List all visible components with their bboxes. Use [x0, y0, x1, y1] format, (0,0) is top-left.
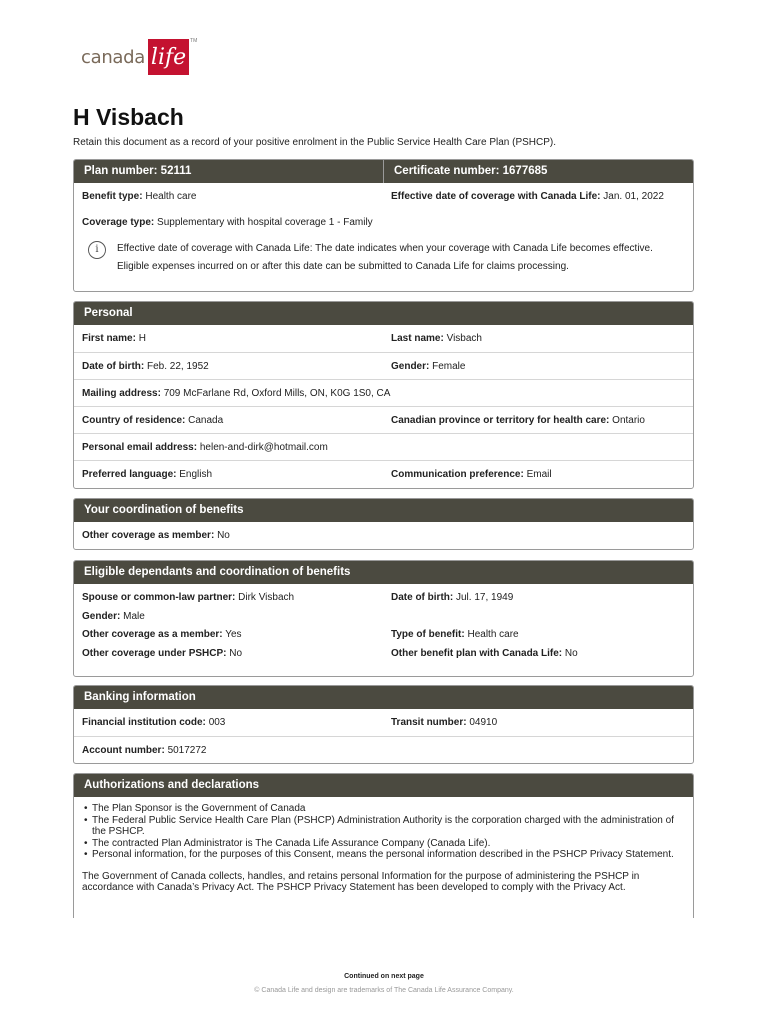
spouse-gender-value: Male — [123, 610, 145, 622]
address-value: 709 McFarlane Rd, Oxford Mills, ON, K0G 1S0, CA — [163, 387, 391, 399]
institution-code-label: Financial institution code: — [82, 717, 206, 728]
email-value: helen-and-dirk@hotmail.com — [199, 441, 328, 453]
banking-row-account — [74, 736, 693, 763]
list-item: • Personal information, for the purposes of this Consent, means the personal information described in the PSHCP Privacy Statement. — [86, 849, 683, 861]
member-name: H Visbach — [73, 104, 184, 130]
first-name-value: H — [138, 333, 146, 344]
coverage-note — [88, 240, 683, 276]
spouse-other-member-value: Yes — [225, 628, 242, 640]
email-label: Personal email address: — [82, 441, 198, 453]
personal-section — [73, 301, 694, 489]
plan-number: Plan number: 52111 — [74, 160, 384, 183]
address-label: Mailing address: — [82, 387, 161, 399]
institution-code-value: 003 — [208, 717, 226, 728]
spouse-other-pshcp-label: Other coverage under PSHCP: — [82, 647, 227, 659]
list-item: • The Federal Public Service Health Care Plan (PSHCP) Administration Authority is the corporation charged with the administration of the PSHCP. — [86, 815, 683, 838]
coordination-section — [73, 498, 694, 550]
spouse-other-plan-label: Other benefit plan with Canada Life: — [391, 647, 563, 659]
info-icon: i — [88, 241, 106, 259]
transit-number-value: 04910 — [469, 717, 498, 728]
coordination-row — [74, 522, 693, 549]
spouse-benefit-type-label: Type of benefit: — [391, 628, 465, 640]
coverage-type-value: Supplementary with hospital coverage 1 - Family — [157, 217, 373, 228]
spouse-gender-label: Gender: — [82, 610, 121, 622]
communication-value: Email — [526, 468, 552, 480]
personal-row-email — [74, 433, 693, 460]
country-value: Canada — [188, 414, 224, 426]
dependants-row-member — [74, 622, 693, 646]
coordination-header: Your coordination of benefits — [74, 499, 693, 522]
communication-label: Communication preference: — [391, 468, 524, 480]
dependants-header: Eligible dependants and coordination of benefits — [74, 561, 693, 584]
language-label: Preferred language: — [82, 468, 177, 480]
dependants-section — [73, 560, 694, 677]
list-item: • The contracted Plan Administrator is The Canada Life Assurance Company (Canada Life). — [86, 838, 683, 850]
authorizations-list — [86, 803, 683, 861]
personal-row-address — [74, 379, 693, 406]
authorizations-header: Authorizations and declarations — [74, 774, 693, 797]
spouse-other-pshcp-value: No — [229, 647, 243, 659]
first-name-label: First name: — [82, 333, 136, 344]
dependants-row-gender — [74, 610, 693, 622]
province-value: Ontario — [612, 414, 645, 426]
coverage-note-text: Effective date of coverage with Canada Life: The date indicates when your coverage with Canada Life becomes effective. Eligible expenses incurred on or after this date can be submitted to Canada Life for claims processing. — [117, 243, 653, 272]
transit-number-label: Transit number: — [391, 717, 467, 728]
personal-row-language — [74, 460, 693, 487]
authorizations-section — [73, 773, 694, 918]
account-number-label: Account number: — [82, 744, 165, 756]
personal-row-name — [74, 325, 693, 352]
certificate-number: Certificate number: 1677685 — [394, 165, 548, 177]
spouse-other-member-label: Other coverage as a member: — [82, 628, 223, 640]
canada-life-logo — [81, 38, 197, 76]
account-number-value: 5017272 — [167, 744, 207, 756]
intro-text: Retain this document as a record of your positive enrolment in the Public Service Health Care Plan (PSHCP). — [73, 137, 557, 148]
spouse-other-plan-value: No — [564, 647, 578, 659]
continued-note: Continued on next page — [344, 973, 424, 980]
banking-section — [73, 685, 694, 764]
plan-section — [73, 159, 694, 292]
other-coverage-label: Other coverage as member: — [82, 530, 215, 541]
spouse-dob-value: Jul. 17, 1949 — [456, 591, 514, 603]
plan-row-benefit — [74, 183, 693, 209]
gender-label: Gender: — [391, 360, 430, 372]
dob-value: Feb. 22, 1952 — [147, 360, 209, 372]
spouse-label: Spouse or common-law partner: — [82, 591, 236, 603]
country-label: Country of residence: — [82, 414, 186, 426]
banking-row-codes — [74, 709, 693, 736]
logo-life-box: life — [148, 39, 189, 75]
effective-date-value: Jan. 01, 2022 — [603, 190, 664, 202]
list-item: • The Plan Sponsor is the Government of Canada — [86, 803, 683, 815]
logo-trademark: TM — [190, 38, 198, 44]
spouse-benefit-type-value: Health care — [467, 628, 519, 640]
benefit-type-value: Health care — [145, 190, 197, 202]
dependants-row-spouse — [74, 584, 693, 610]
personal-header: Personal — [74, 302, 693, 325]
plan-header — [74, 160, 693, 183]
last-name-value: Visbach — [446, 333, 482, 344]
province-label: Canadian province or territory for health care: — [391, 414, 610, 426]
dependants-row-pshcp — [74, 646, 693, 660]
gender-value: Female — [432, 360, 466, 372]
coverage-type-label: Coverage type: — [82, 217, 155, 228]
privacy-paragraph: The Government of Canada collects, handles, and retains personal Information for the purpose of administering the PSHCP in accordance with Canada’s Privacy Act. The PSHCP Privacy Statement has been developed to comply with the Privacy Act. — [82, 870, 640, 893]
dob-label: Date of birth: — [82, 360, 145, 372]
spouse-value: Dirk Visbach — [238, 591, 295, 603]
personal-row-country — [74, 406, 693, 433]
spouse-dob-label: Date of birth: — [391, 591, 454, 603]
other-coverage-value: No — [217, 530, 230, 541]
trademark-footer: © Canada Life and design are trademarks of The Canada Life Assurance Company. — [254, 987, 514, 994]
last-name-label: Last name: — [391, 333, 444, 344]
banking-header: Banking information — [74, 686, 693, 709]
plan-row-coverage — [74, 209, 693, 236]
effective-date-label: Effective date of coverage with Canada Life: — [391, 190, 601, 202]
language-value: English — [179, 468, 213, 480]
personal-row-dob — [74, 352, 693, 379]
logo-wordmark: canada — [81, 46, 146, 68]
benefit-type-label: Benefit type: — [82, 190, 143, 202]
